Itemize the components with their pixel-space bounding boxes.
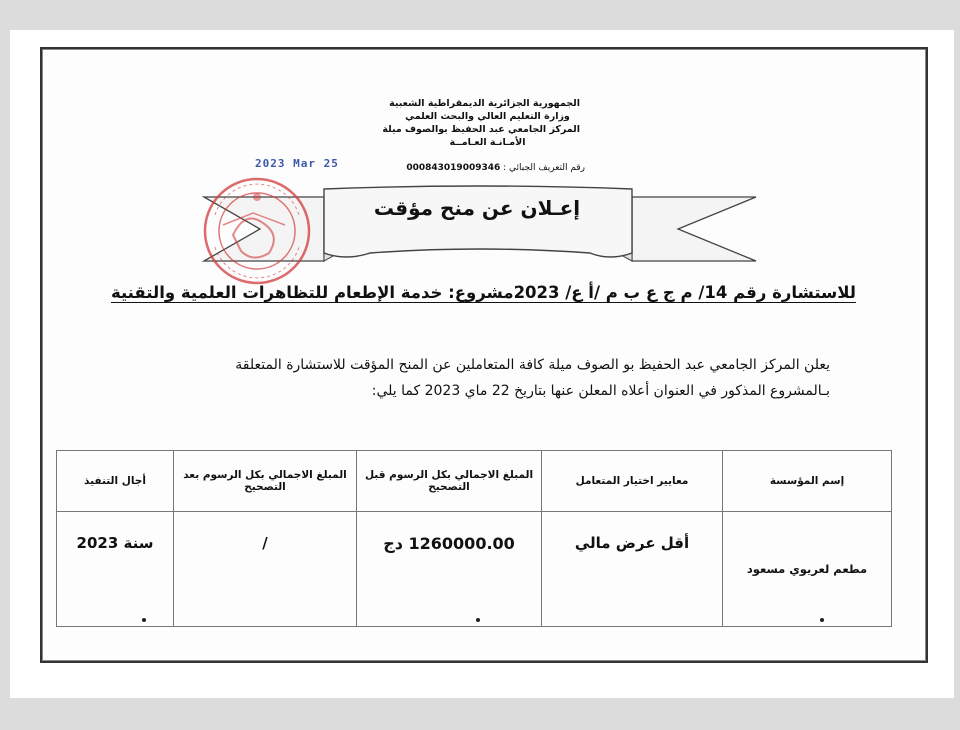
general-secretariat: الأمـانـة العـامــة: [449, 137, 526, 148]
letterhead: [382, 97, 580, 149]
cell-deadline: سنة 2023: [57, 512, 174, 627]
header-amount-before: المبلغ الاجمالي بكل الرسوم قبل التصحيح: [357, 451, 542, 512]
scan-speck: [476, 618, 480, 622]
tax-id-value: 000843019009346: [406, 163, 501, 173]
tax-id-line: [395, 163, 585, 173]
header-criteria: معايير اختيار المتعامل: [542, 451, 723, 512]
cell-institution: مطعم لعريوي مسعود: [723, 512, 892, 627]
award-table: [56, 450, 892, 627]
republic-name: الجمهورية الجزائرية الديمقراطية الشعبية: [389, 98, 580, 109]
announcement-title: إعـلان عن منح مؤقت: [373, 196, 581, 220]
date-stamp: 2023 Mar 25: [255, 157, 339, 170]
scan-speck: [820, 618, 824, 622]
paragraph-line-1: يعلن المركز الجامعي عبد الحفيظ بو الصوف ميلة كافة المتعاملين عن المنح المؤقت للاستشارة المتعلقة: [235, 357, 830, 373]
table-row: [57, 512, 892, 627]
university-center-name: المركز الجامعي عبد الحفيظ بوالصوف ميلة: [382, 124, 580, 135]
ministry-name: وزارة التعليم العالي والبحث العلمي: [405, 111, 570, 122]
announcement-paragraph: [150, 352, 830, 404]
tax-id-label: رقم التعريف الجبائي :: [503, 163, 585, 173]
table-header-row: [57, 451, 892, 512]
official-seal-stamp: [193, 175, 321, 287]
scan-speck: [142, 618, 146, 622]
paragraph-line-2: بـالمشروع المذكور في العنوان أعلاه المعلن عنها بتاريخ 22 ماي 2023 كما يلي:: [371, 383, 830, 399]
cell-amount-before: 1260000.00 دج: [357, 512, 542, 627]
header-amount-after: المبلغ الاجمالي بكل الرسوم بعد التصحيح: [174, 451, 357, 512]
cell-amount-after: /: [174, 512, 357, 627]
header-institution: إسم المؤسسة: [723, 451, 892, 512]
consultation-reference: للاستشارة رقم 14/ م ج ع ب م /أ ع/ 2023مشروع: خدمة الإطعام للتظاهرات العلمية والتقنية: [110, 283, 856, 302]
cell-criteria: أقل عرض مالي: [542, 512, 723, 627]
header-deadline: أجال التنفيذ: [57, 451, 174, 512]
